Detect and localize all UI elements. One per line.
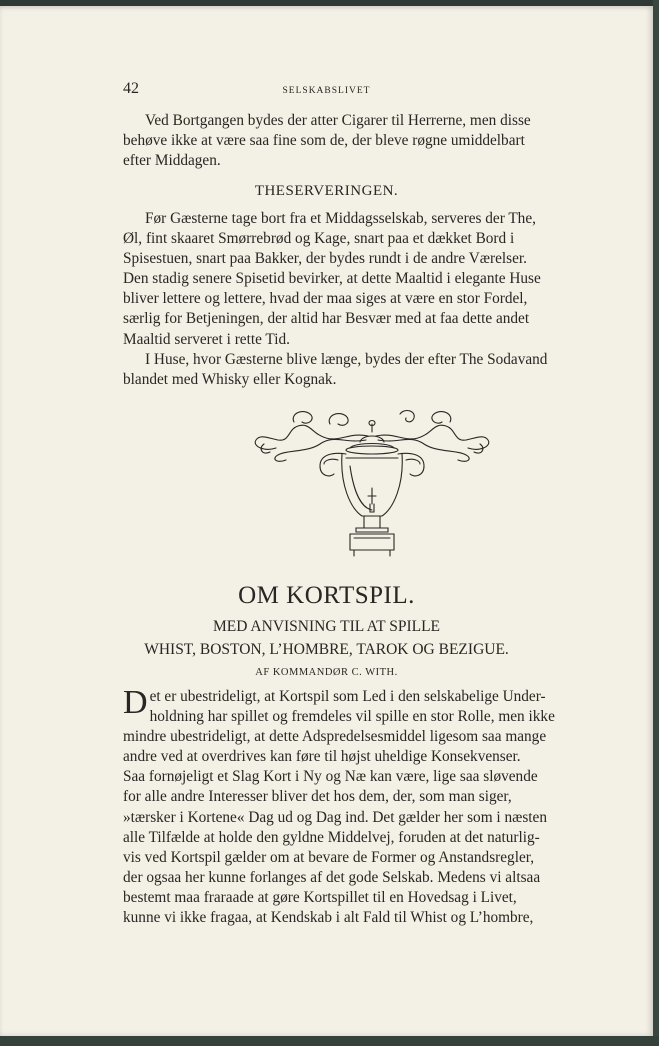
tea-paragraph-1 (123, 209, 616, 390)
intro-paragraph (123, 111, 616, 171)
chapter-title: OM KORTSPIL. (238, 582, 415, 609)
tea-line: særlig for Betjeningen, der altid har Besvær med at faa dette andet (123, 310, 530, 328)
book-page (0, 6, 653, 1036)
main-line: mindre ubestrideligt, at dette Adspredelsesmiddel ligesom saa mange (123, 728, 547, 746)
chapter-subtitle-2: WHIST, BOSTON, L’HOMBRE, TAROK OG BEZIGUE. (144, 641, 509, 658)
tea-line: Maaltid serveret i rette Tid. (123, 330, 290, 348)
tea-line: Øl, fint skaaret Smørrebrød og Kage, snart paa et dækket Bord i (123, 230, 515, 248)
tea-line: I Huse, hvor Gæsterne blive længe, bydes der efter The Sodavand (145, 350, 548, 368)
drop-cap: D (123, 684, 148, 721)
samovar-illustration-icon (250, 404, 494, 562)
main-paragraph (123, 684, 616, 928)
book-edge-bottom (0, 1036, 659, 1046)
main-line: Saa fornøjeligt et Slag Kort i Ny og Næ kan være, lige saa sløvende (123, 768, 538, 786)
intro-line: Ved Bortgangen bydes der atter Cigarer til Herrerne, men disse (145, 112, 531, 129)
tea-line: Den stadig senere Spisetid bevirker, at dette Maaltid i elegante Huse (123, 270, 541, 288)
book-edge-right (653, 0, 659, 1046)
main-line: »tærsker i Kortene« Dag ud og Dag ind. Det gælder her som i næsten (123, 808, 547, 826)
main-line: kunne vi ikke fragaa, at Kendskab i alt Fald til Whist og L’hombre, (123, 909, 534, 927)
tea-line: Spisestuen, snart paa Bakker, der bydes rundt i de andre Værelser. (123, 250, 527, 268)
main-line: holdning har spillet og fremdeles vil spille en stor Rolle, men ikke (149, 708, 555, 726)
section-heading: THESERVERINGEN. (254, 183, 399, 199)
main-line: et er ubestrideligt, at Kortspil som Led i den selskabelige Under- (149, 688, 546, 705)
main-line: vis ved Kortspil gælder om at bevare de Former og Anstandsregler, (123, 848, 535, 866)
running-title: SELSKABSLIVET (282, 86, 371, 96)
tea-line: blandet med Whisky eller Kognak. (123, 370, 337, 388)
intro-line: behøve ikke at være saa fine som de, der bleve røgne umiddelbart (123, 132, 525, 150)
main-line: bestemt maa fraraade at gøre Kortspillet til en Hovedsag i Livet, (123, 888, 517, 906)
main-line: andre ved at overdrives kan føre til højst uheldige Konsekvenser. (123, 748, 521, 766)
intro-line: efter Middagen. (123, 152, 221, 170)
main-line: for alle andre Interesser bliver det hos dem, der, som man siger, (123, 788, 512, 806)
main-line: der ogsaa her kunne forlanges af det gode Selskab. Medens vi altsaa (123, 868, 541, 886)
tea-line: Før Gæsterne tage bort fra et Middagsselskab, serveres der The, (145, 210, 536, 227)
page-number: 42 (123, 80, 139, 97)
tea-line: bliver lettere og lettere, hvad der maa siges at være en stor Fordel, (123, 290, 528, 308)
chapter-subtitle-1: MED ANVISNING TIL AT SPILLE (212, 618, 441, 635)
chapter-byline: AF KOMMANDØR C. WITH. (255, 667, 398, 678)
main-line: alle Tilfælde at holde den gyldne Middelvej, foruden at det naturlig- (123, 828, 540, 846)
